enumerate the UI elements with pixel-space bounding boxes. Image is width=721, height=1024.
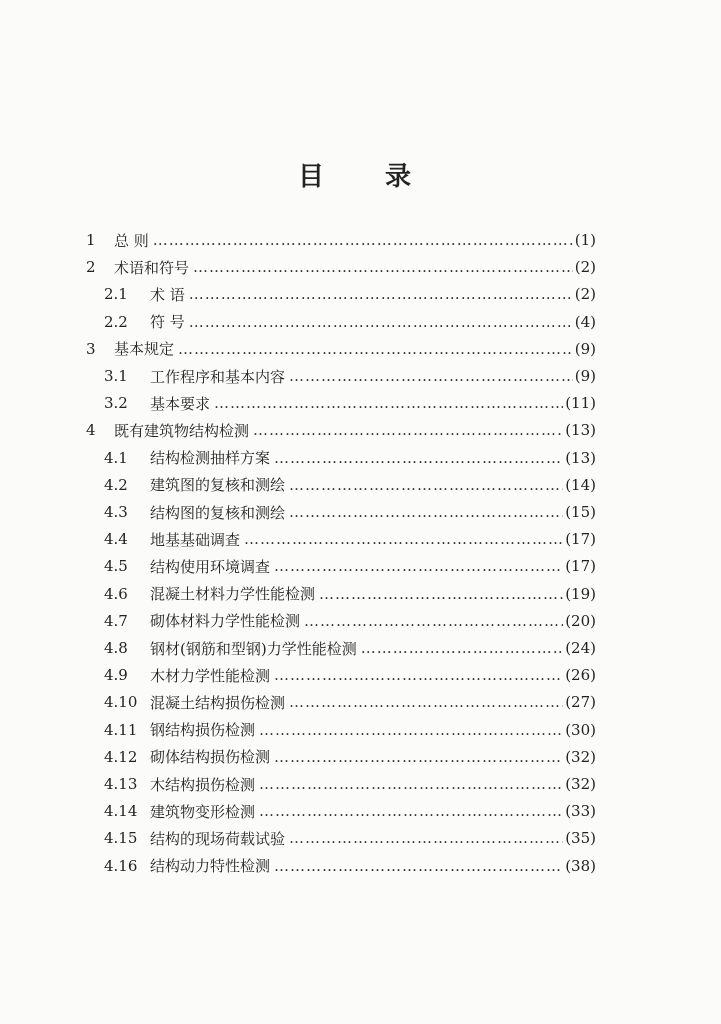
toc-entry xyxy=(104,745,596,769)
toc-entry xyxy=(104,282,596,306)
toc-entry-label: 结构动力特性检测 xyxy=(150,857,271,876)
toc-dot-leader xyxy=(189,282,573,306)
toc-entry-page: (2) xyxy=(574,285,596,304)
toc-entry-page: (30) xyxy=(565,720,596,739)
toc-entry-label: 术语和符号 xyxy=(114,258,190,277)
toc-entry-page: (35) xyxy=(565,829,596,848)
toc-entry xyxy=(104,364,596,388)
toc-entry-label: 工作程序和基本内容 xyxy=(150,367,286,386)
toc-dot-leader xyxy=(189,310,573,334)
toc-dot-leader xyxy=(274,745,563,769)
toc-dot-leader xyxy=(274,854,563,878)
toc-entry-label: 钢材(钢筋和型钢)力学性能检测 xyxy=(150,639,357,658)
toc-entry-number: 3.2 xyxy=(104,394,128,413)
toc-entry-page: (27) xyxy=(565,693,596,712)
toc-dot-leader xyxy=(244,527,563,551)
toc-dot-leader xyxy=(289,364,573,388)
toc-dot-leader xyxy=(259,718,563,742)
toc-entry-label: 结构检测抽样方案 xyxy=(150,449,271,468)
toc-entry-label: 结构的现场荷载试验 xyxy=(150,829,286,848)
toc-entry-label: 砌体结构损伤检测 xyxy=(150,748,271,767)
toc-dot-leader xyxy=(289,826,563,850)
toc-dot-leader xyxy=(259,772,563,796)
toc-entry-page: (17) xyxy=(565,557,596,576)
toc-entry-number: 4.16 xyxy=(104,856,138,875)
toc-dot-leader xyxy=(304,609,563,633)
toc-entry xyxy=(104,500,596,524)
toc-dot-leader xyxy=(274,554,563,578)
toc-entry xyxy=(104,310,596,334)
toc-entry xyxy=(104,582,596,606)
toc-entry-page: (9) xyxy=(574,339,596,358)
toc-entry-number: 4.12 xyxy=(104,747,138,766)
toc-entry xyxy=(104,772,596,796)
toc-entry-label: 符 号 xyxy=(150,313,185,332)
toc-entry-page: (32) xyxy=(565,775,596,793)
toc-dot-leader xyxy=(178,337,573,361)
toc-entry-label: 混凝土结构损伤检测 xyxy=(150,693,286,712)
toc-entry-page: (13) xyxy=(565,421,596,440)
toc-entry-label: 钢结构损伤检测 xyxy=(150,721,256,740)
toc-entry-number: 3 xyxy=(86,339,96,358)
toc-entry xyxy=(104,391,596,415)
toc-entry-page: (19) xyxy=(565,584,596,603)
toc-entry xyxy=(104,473,596,497)
toc-entry-label: 建筑图的复核和测绘 xyxy=(150,476,286,495)
toc-entry-number: 4.5 xyxy=(104,557,128,576)
toc-entry xyxy=(104,609,596,633)
toc-entry-number: 3.1 xyxy=(104,367,128,385)
toc-entry xyxy=(104,554,596,578)
toc-entry xyxy=(86,418,596,442)
toc-entry-number: 4.14 xyxy=(104,802,138,821)
toc-entry xyxy=(104,826,596,850)
toc-entry-number: 2 xyxy=(86,258,96,277)
toc-dot-leader xyxy=(253,418,563,442)
toc-entry xyxy=(86,337,596,361)
toc-entry xyxy=(104,636,596,660)
toc-dot-leader xyxy=(289,500,563,524)
toc-entry-page: (33) xyxy=(565,802,596,821)
toc-entry-number: 4.1 xyxy=(104,448,128,467)
toc-dot-leader xyxy=(153,228,573,252)
toc-entry xyxy=(86,255,596,279)
toc-entry-page: (13) xyxy=(565,448,596,467)
toc-entry-number: 4.2 xyxy=(104,475,128,494)
toc-entry-label: 基本要求 xyxy=(150,394,211,413)
toc-entry-page: (1) xyxy=(574,231,596,249)
toc-entry-label: 基本规定 xyxy=(114,340,175,359)
toc-entry-page: (24) xyxy=(565,639,596,657)
toc-entry-page: (38) xyxy=(565,856,596,875)
toc-dot-leader xyxy=(289,473,563,497)
page-title: 目 录 xyxy=(297,162,438,192)
toc-entry-number: 4.15 xyxy=(104,829,138,848)
toc-dot-leader xyxy=(193,255,573,279)
toc-entry-label: 既有建筑物结构检测 xyxy=(114,421,250,440)
toc-dot-leader xyxy=(319,582,563,606)
toc-entry xyxy=(104,854,596,878)
toc-entry-number: 4 xyxy=(86,421,96,440)
toc-entry xyxy=(104,690,596,714)
toc-dot-leader xyxy=(274,446,563,470)
toc-entry-number: 4.9 xyxy=(104,666,128,685)
toc-dot-leader xyxy=(259,799,563,823)
toc-dot-leader xyxy=(361,636,563,660)
toc-entry-label: 木材力学性能检测 xyxy=(150,666,271,685)
toc-entry-number: 1 xyxy=(86,231,96,249)
toc-entry-page: (14) xyxy=(565,475,596,494)
toc-dot-leader xyxy=(214,391,563,415)
toc-entry xyxy=(104,663,596,687)
toc-entry-number: 4.3 xyxy=(104,503,128,521)
toc-entry-page: (32) xyxy=(565,747,596,766)
toc-entry-page: (20) xyxy=(565,611,596,630)
toc-entry-label: 混凝土材料力学性能检测 xyxy=(150,585,316,604)
toc-entry-page: (11) xyxy=(565,394,596,413)
toc-entry-label: 砌体材料力学性能检测 xyxy=(150,612,301,631)
toc-entry-number: 4.11 xyxy=(104,720,138,739)
toc-entry-label: 建筑物变形检测 xyxy=(150,802,256,821)
toc-entry-label: 总 则 xyxy=(114,231,149,250)
toc-entry-number: 4.10 xyxy=(104,693,138,712)
toc-entry-number: 4.4 xyxy=(104,530,128,549)
toc-entry xyxy=(86,228,596,252)
toc-entry-number: 4.6 xyxy=(104,584,128,603)
toc-entry-page: (17) xyxy=(565,530,596,549)
toc-entry xyxy=(104,718,596,742)
toc-dot-leader xyxy=(289,690,563,714)
toc-entry-label: 地基基础调查 xyxy=(150,530,241,549)
toc-entry-number: 4.8 xyxy=(104,639,128,657)
toc-entry xyxy=(104,527,596,551)
toc-entry-number: 4.7 xyxy=(104,611,128,630)
toc-dot-leader xyxy=(274,663,563,687)
toc-entry-label: 木结构损伤检测 xyxy=(150,775,256,794)
toc-entry-number: 2.2 xyxy=(104,312,128,331)
toc-entry xyxy=(104,799,596,823)
toc-entry-number: 2.1 xyxy=(104,285,128,304)
toc-entry-page: (9) xyxy=(574,367,596,385)
toc-entry-page: (26) xyxy=(565,666,596,685)
toc-entry-page: (2) xyxy=(574,258,596,277)
toc-entry-label: 结构图的复核和测绘 xyxy=(150,503,286,522)
toc-entry-label: 结构使用环境调查 xyxy=(150,557,271,576)
toc-entry xyxy=(104,446,596,470)
toc-entry-page: (4) xyxy=(574,312,596,331)
toc-entry-label: 术 语 xyxy=(150,285,185,304)
toc-entry-number: 4.13 xyxy=(104,775,138,793)
toc-entry-page: (15) xyxy=(565,503,596,521)
